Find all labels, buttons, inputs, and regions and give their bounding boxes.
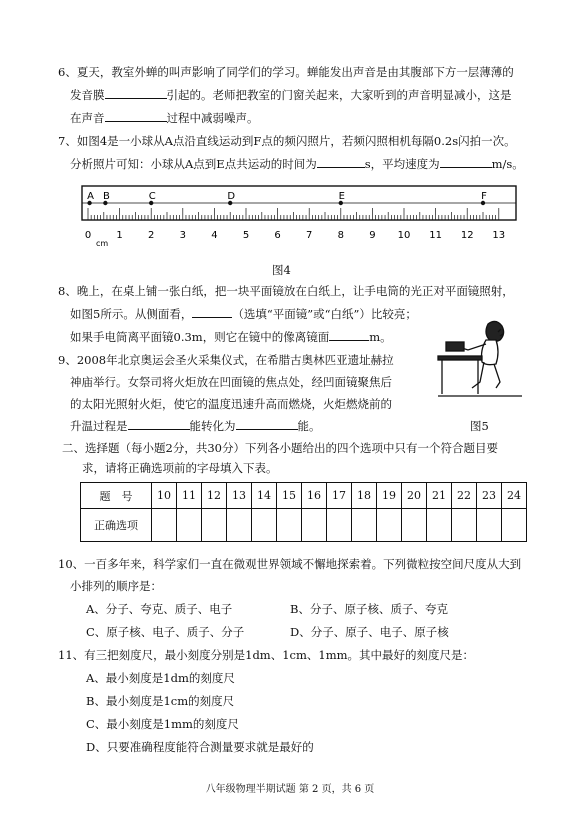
answer-blank[interactable] xyxy=(192,306,232,318)
q6-text: 在声音 xyxy=(70,111,105,125)
point-label: A xyxy=(87,191,95,202)
answer-cell[interactable] xyxy=(277,509,302,542)
table-number-cell: 16 xyxy=(302,483,327,509)
q9-line3: 的太阳光照射火炬，使它的温度迅速升高而燃烧，火炬燃烧前的 xyxy=(70,397,392,411)
q11-option-d: D、只要准确程度能符合测量要求就是最好的 xyxy=(86,740,314,754)
q11-line1: 11、有三把刻度尺，最小刻度分别是1dm、1cm、1mm。其中最好的刻度尺是： xyxy=(58,648,475,662)
q9-text: 能转化为 xyxy=(189,419,236,433)
flashlight xyxy=(446,342,464,351)
answer-cell[interactable] xyxy=(302,509,327,542)
point-label: F xyxy=(481,191,487,202)
table-row xyxy=(81,483,527,509)
legs xyxy=(472,362,500,388)
ruler-number: 11 xyxy=(429,230,442,241)
q7-text: s，平均速度为 xyxy=(364,157,440,171)
q8-text: 如果手电筒离平面镜0.3m，则它在镜中的像离镜面 xyxy=(70,330,330,344)
point-label: E xyxy=(338,191,345,202)
table-number-cell: 14 xyxy=(252,483,277,509)
answer-cell[interactable] xyxy=(152,509,177,542)
table-number-cell: 12 xyxy=(202,483,227,509)
section-2-line2: 求，请将正确选项前的字母填入下表。 xyxy=(82,461,278,475)
ruler-number: 6 xyxy=(274,230,281,241)
page-footer: 八年级物理半期试题 第 2 页，共 6 页 xyxy=(205,784,375,795)
answer-cell[interactable] xyxy=(377,509,402,542)
q10-line1: 10、一百多年来，科学家们一直在微观世界领域不懈地探索着。下列微粒按空间尺度从大到 xyxy=(58,557,522,571)
answer-cell[interactable] xyxy=(202,509,227,542)
answer-table xyxy=(80,482,527,542)
ruler-number: 4 xyxy=(211,230,218,241)
section-2-line1: 二、选择题（每小题2分，共30分）下列各小题给出的四个选项中只有一个符合题目要 xyxy=(62,441,498,455)
table-number-cell: 15 xyxy=(277,483,302,509)
table-number-cell: 10 xyxy=(152,483,177,509)
q9-text: 升温过程是 xyxy=(70,419,128,433)
q11-option-a: A、最小刻度是1dm的刻度尺 xyxy=(86,671,235,685)
ruler-number: 1 xyxy=(116,230,123,241)
q10-line2: 小排列的顺序是： xyxy=(70,579,162,593)
q7-line2 xyxy=(70,156,524,172)
q6-text: 过程中减弱噪声。 xyxy=(166,111,259,125)
table-number-cell: 23 xyxy=(477,483,502,509)
q7-text: m/s。 xyxy=(491,157,524,171)
table-top xyxy=(438,356,482,360)
answer-blank[interactable] xyxy=(440,156,492,168)
q10-option-c: C、原子核、电子、质子、分子 xyxy=(86,625,245,639)
answer-blank[interactable] xyxy=(317,156,365,168)
table-row2-label: 正确选项 xyxy=(81,509,152,542)
q6-line3 xyxy=(70,110,259,126)
ruler-figure xyxy=(74,178,524,253)
answer-blank[interactable] xyxy=(236,418,298,430)
answer-cell[interactable] xyxy=(427,509,452,542)
q6-text: 发音膜 xyxy=(70,88,105,102)
ruler-number: 3 xyxy=(179,230,186,241)
table-number-cell: 21 xyxy=(427,483,452,509)
q8-line3 xyxy=(70,329,392,345)
q8-line2 xyxy=(70,306,417,322)
answer-cell[interactable] xyxy=(252,509,277,542)
answer-blank[interactable] xyxy=(105,87,167,99)
ruler-number: 7 xyxy=(306,230,313,241)
ruler-number: 9 xyxy=(369,230,376,241)
q8-text: m。 xyxy=(369,330,392,344)
figure-4-caption: 图4 xyxy=(272,263,291,277)
answer-blank[interactable] xyxy=(105,110,167,122)
q10-option-d: D、分子、原子、电子、原子核 xyxy=(290,625,449,639)
ruler-number: 13 xyxy=(492,230,506,241)
answer-cell[interactable] xyxy=(352,509,377,542)
answer-blank[interactable] xyxy=(128,418,190,430)
answer-cell[interactable] xyxy=(402,509,427,542)
q8-text: （选填“平面镜”或“白纸”）比较亮； xyxy=(232,307,417,321)
table-number-cell: 13 xyxy=(227,483,252,509)
table-number-cell: 17 xyxy=(327,483,352,509)
figure-5-caption: 图5 xyxy=(470,419,489,433)
point-label: C xyxy=(148,191,156,202)
ruler-number: 5 xyxy=(242,230,250,241)
answer-cell[interactable] xyxy=(452,509,477,542)
hair xyxy=(486,321,504,341)
q11-option-c: C、最小刻度是1mm的刻度尺 xyxy=(86,717,239,731)
table-row xyxy=(81,509,527,542)
table-header-label: 题 号 xyxy=(81,483,152,509)
q9-line4 xyxy=(70,418,321,434)
point-label: B xyxy=(102,191,110,202)
answer-cell[interactable] xyxy=(502,509,527,542)
q9-text: 能。 xyxy=(297,419,321,433)
q6-line2 xyxy=(70,87,512,103)
table-number-cell: 18 xyxy=(352,483,377,509)
table-number-cell: 11 xyxy=(177,483,202,509)
answer-cell[interactable] xyxy=(227,509,252,542)
table-number-cell: 20 xyxy=(402,483,427,509)
q8-text: 如图5所示。从侧面看， xyxy=(70,307,193,321)
q8-line1: 8、晚上，在桌上铺一张白纸，把一块平面镜放在白纸上，让手电筒的光正对平面镜照射， xyxy=(58,284,514,298)
q6-line1: 6、夏天，教室外蝉的叫声影响了同学们的学习。蝉能发出声音是由其腹部下方一层薄薄的 xyxy=(58,65,514,79)
torso xyxy=(482,340,499,365)
answer-cell[interactable] xyxy=(327,509,352,542)
q7-line1: 7、如图4是一小球从A点沿直线运动到F点的频闪照片，若频闪照相机每隔0.2s闪拍一次。 xyxy=(58,134,516,148)
ruler-number: 2 xyxy=(148,230,155,241)
answer-blank[interactable] xyxy=(329,329,369,341)
ruler-unit: cm xyxy=(96,239,109,248)
point-label: D xyxy=(227,191,236,202)
ruler-number: 12 xyxy=(460,230,474,241)
ruler-number: 8 xyxy=(337,230,344,241)
answer-cell[interactable] xyxy=(477,509,502,542)
table-number-cell: 19 xyxy=(377,483,402,509)
q10-option-a: A、分子、夸克、质子、电子 xyxy=(86,602,233,616)
table-number-cell: 22 xyxy=(452,483,477,509)
figure-5-illustration xyxy=(436,316,526,398)
q11-option-b: B、最小刻度是1cm的刻度尺 xyxy=(86,694,235,708)
q9-line2: 神庙举行。女祭司将火炬放在凹面镜的焦点处，经凹面镜聚焦后 xyxy=(70,375,392,389)
q6-text: 引起的。老师把教室的门窗关起来，大家听到的声音明显减小，这是 xyxy=(166,88,512,102)
q10-option-b: B、分子、原子核、质子、夸克 xyxy=(290,602,448,616)
answer-cell[interactable] xyxy=(177,509,202,542)
ruler-number: 10 xyxy=(397,230,411,241)
q7-text: 分析照片可知：小球从A点到E点共运动的时间为 xyxy=(70,157,317,171)
ruler-number: 0 xyxy=(84,230,92,241)
table-number-cell: 24 xyxy=(502,483,527,509)
q9-line1: 9、2008年北京奥运会圣火采集仪式，在希腊古奥林匹亚遗址赫拉 xyxy=(58,353,394,367)
